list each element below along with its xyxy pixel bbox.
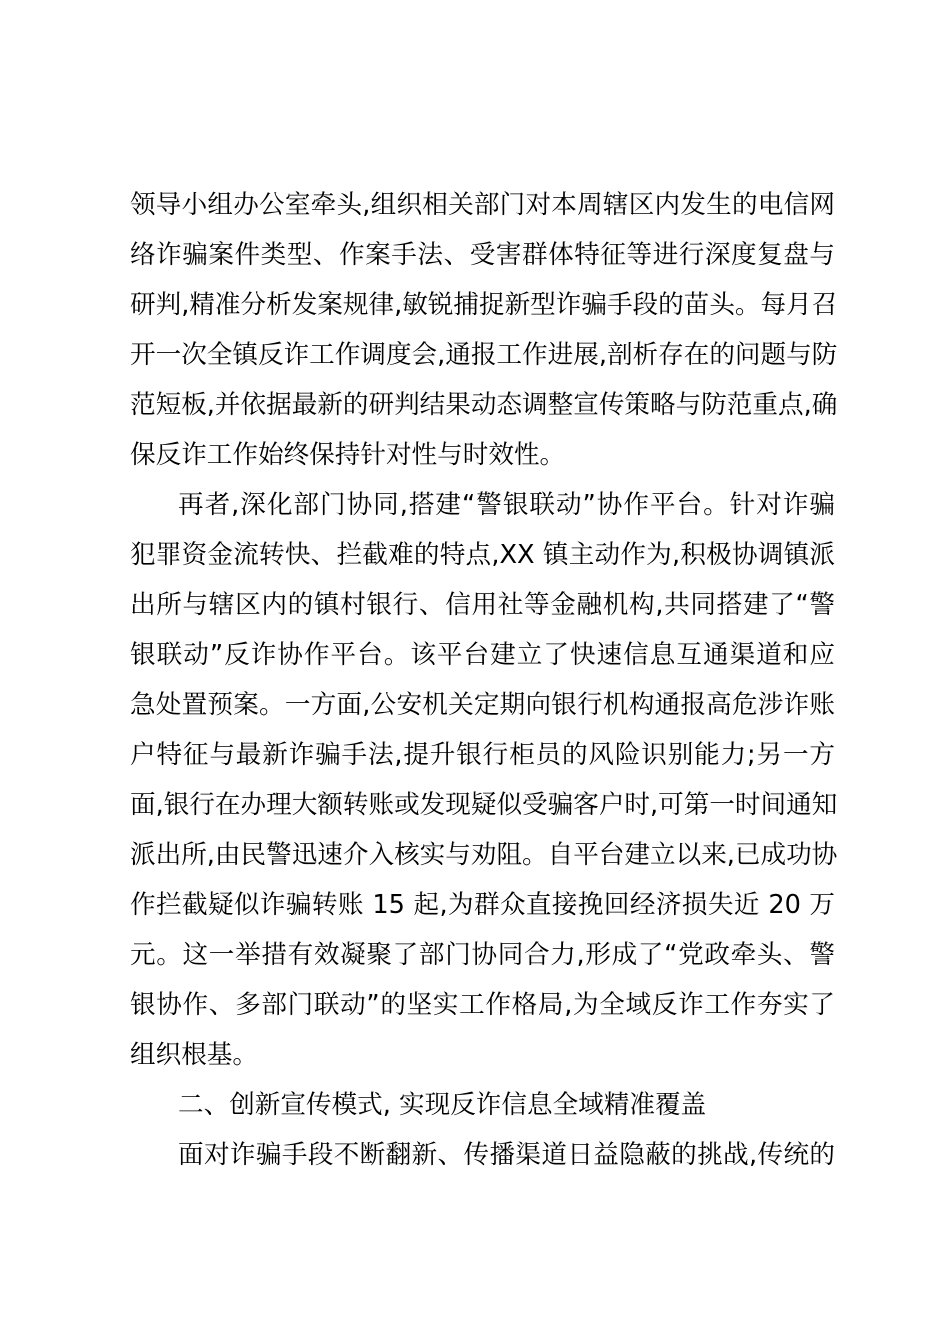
text-line: 元。这一举措有效凝聚了部门协同合力,形成了“党政牵头、警 [130,940,835,970]
text-line: 领导小组办公室牵头,组织相关部门对本周辖区内发生的电信网 [130,190,835,220]
text-line: 组织根基。 [130,1040,258,1070]
text-line: 研判,精准分析发案规律,敏锐捕捉新型诈骗手段的苗头。每月召 [130,290,838,320]
text-line: 急处置预案。一方面,公安机关定期向银行机构通报高危涉诈账 [130,690,835,720]
section-heading: 二、创新宣传模式, 实现反诈信息全域精准覆盖 [178,1090,707,1120]
text-line: 出所与辖区内的镇村银行、信用社等金融机构,共同搭建了“警 [130,590,835,620]
text-line: 再者,深化部门协同,搭建“警银联动”协作平台。针对诈骗 [178,490,835,520]
text-line: 保反诈工作始终保持针对性与时效性。 [130,440,566,470]
text-line: 银协作、多部门联动”的坚实工作格局,为全域反诈工作夯实了 [130,990,835,1020]
text-line: 面对诈骗手段不断翻新、传播渠道日益隐蔽的挑战,传统的 [178,1140,835,1170]
text-line: 面,银行在办理大额转账或发现疑似受骗客户时,可第一时间通知 [130,790,838,820]
text-line: 范短板,并依据最新的研判结果动态调整宣传策略与防范重点,确 [130,390,838,420]
text-line: 派出所,由民警迅速介入核实与劝阻。自平台建立以来,已成功协 [130,840,838,870]
text-line: 户特征与最新诈骗手法,提升银行柜员的风险识别能力;另一方 [130,740,835,770]
text-line: 银联动”反诈协作平台。该平台建立了快速信息互通渠道和应 [130,640,835,670]
text-line: 作拦截疑似诈骗转账 15 起,为群众直接挽回经济损失近 20 万 [130,890,835,920]
text-line: 开一次全镇反诈工作调度会,通报工作进展,剖析存在的问题与防 [130,340,838,370]
text-line: 犯罪资金流转快、拦截难的特点,XX 镇主动作为,积极协调镇派 [130,540,835,570]
text-line: 络诈骗案件类型、作案手法、受害群体特征等进行深度复盘与 [130,240,835,270]
